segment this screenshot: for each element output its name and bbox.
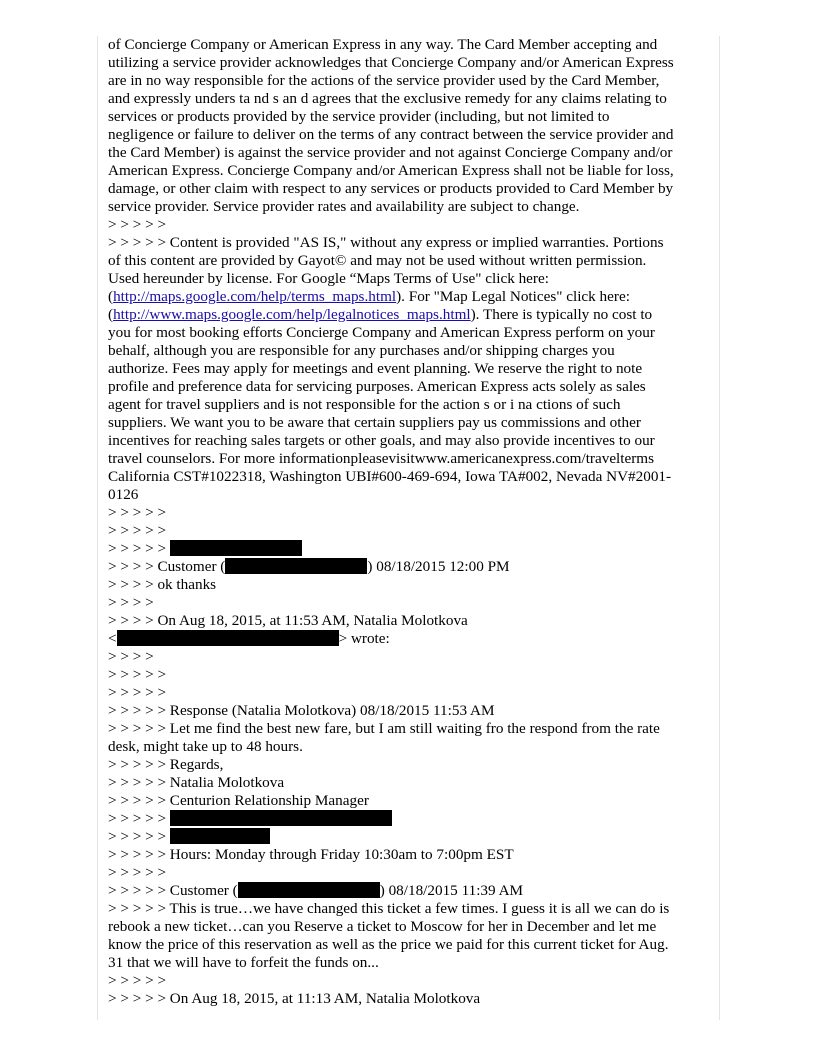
final-intro-line: > > > > > On Aug 18, 2015, at 11:13 AM, Natalia Molotkova (108, 990, 481, 1007)
content-line-with-link (108, 306, 708, 324)
quote-marker-line: > > > > > (108, 972, 167, 989)
quote-marker-line: > > > > > (108, 216, 167, 233)
disclaimer-line: damage, or other claim with respect to any services or products provided to Card Member by (108, 180, 674, 197)
quote-marker-line: > > > > > (108, 522, 167, 539)
customer-timestamp: ) 08/18/2015 11:39 AM (379, 882, 524, 899)
redacted-line (108, 810, 708, 828)
redacted-line (108, 828, 708, 846)
redaction-block (225, 558, 367, 574)
customer-prefix: > > > > Customer ( (108, 558, 226, 575)
quote-marker-line: > > > > (108, 594, 154, 611)
quote-marker: > > > > > (108, 810, 167, 827)
content-line: suppliers. We want you to be aware that certain suppliers pay us commissions and other (108, 414, 641, 431)
wrote-suffix: > wrote: (338, 630, 390, 647)
response-signature-title: > > > > > Centurion Relationship Manager (108, 792, 369, 809)
content-line: 0126 (108, 486, 139, 503)
content-line: agent for travel suppliers and is not responsible for the action s or i na ctions of such (108, 396, 621, 413)
disclaimer-line: are in no way responsible for the actions of the service provider used by the Card Member, (108, 72, 660, 89)
content-text: ). For "Map Legal Notices" click here: (396, 288, 630, 305)
natalia-email-line (108, 630, 708, 648)
quote-marker-line: > > > > > (108, 504, 167, 521)
google-maps-legal-notices-link[interactable]: http://www.maps.google.com/help/legalnotices_maps.html (113, 306, 471, 323)
content-line: travel counselors. For more informationpleasevisitwww.americanexpress.com/travelterms (108, 450, 655, 467)
left-margin-rule (97, 36, 98, 1020)
disclaimer-line: utilizing a service provider acknowledges that Concierge Company and/or American Express (108, 54, 674, 71)
paren-open: ( (108, 288, 114, 305)
response-regards: > > > > > Regards, (108, 756, 224, 773)
disclaimer-line: of Concierge Company or American Express in any way. The Card Member accepting and (108, 36, 658, 53)
redacted-line (108, 540, 708, 558)
response-hours: > > > > > Hours: Monday through Friday 10:30am to 7:00pm EST (108, 846, 514, 863)
disclaimer-line: services or products provided by the service provider (including, but not limited to (108, 108, 610, 125)
email-thread-body (108, 36, 708, 1008)
content-line: behalf, although you are responsible for any purchases and/or shipping charges you (108, 342, 615, 359)
redaction-block (238, 882, 380, 898)
redaction-block (117, 630, 339, 646)
content-line: profile and preference data for servicing purposes. American Express acts solely as sales (108, 378, 646, 395)
response-signature-name: > > > > > Natalia Molotkova (108, 774, 285, 791)
response-header: > > > > > Response (Natalia Molotkova) 08/18/2015 11:53 AM (108, 702, 495, 719)
content-line: incentives for reaching sales targets or other goals, and may also provide incentives to our (108, 432, 655, 449)
customer-message: 31 that we will have to forfeit the funds on... (108, 954, 379, 971)
quote-marker-line: > > > > > (108, 864, 167, 881)
disclaimer-line: negligence or failure to deliver on the terms of any contract between the service provider and (108, 126, 674, 143)
angle-open: < (108, 630, 117, 647)
redaction-block (170, 810, 392, 826)
content-line: you for most booking efforts Concierge Company and American Express perform on your (108, 324, 655, 341)
right-margin-rule (719, 36, 720, 1020)
google-maps-terms-link[interactable]: http://maps.google.com/help/terms_maps.html (113, 288, 397, 305)
response-body: desk, might take up to 48 hours. (108, 738, 303, 755)
customer-message: > > > > > This is true…we have changed this ticket a few times. I guess it is all we can do is (108, 900, 670, 917)
quote-marker-line: > > > > > (108, 666, 167, 683)
customer-message: know the price of this reservation as well as the price we paid for this current ticket for Aug. (108, 936, 669, 953)
quote-marker: > > > > > (108, 540, 167, 557)
disclaimer-line: the Card Member) is against the service provider and not against Concierge Company and/or (108, 144, 673, 161)
customer-prefix: > > > > > Customer ( (108, 882, 238, 899)
content-line: > > > > > Content is provided "AS IS," without any express or implied warranties. Portions (108, 234, 664, 251)
content-line: Used hereunder by license. For Google “Maps Terms of Use" click here: (108, 270, 549, 287)
redaction-block (170, 828, 270, 844)
content-line: authorize. Fees may apply for meetings and event planning. We reserve the right to note (108, 360, 643, 377)
content-text: ). There is typically no cost to (470, 306, 653, 323)
content-line: California CST#1022318, Washington UBI#600-469-694, Iowa TA#002, Nevada NV#2001- (108, 468, 672, 485)
customer-header (108, 558, 708, 576)
customer-timestamp: ) 08/18/2015 12:00 PM (367, 558, 510, 575)
redaction-block (170, 540, 302, 556)
content-line: of this content are provided by Gayot© and may not be used without written permission. (108, 252, 647, 269)
quote-marker-line: > > > > > (108, 684, 167, 701)
customer-header (108, 882, 708, 900)
disclaimer-line: service provider. Service provider rates and availability are subject to change. (108, 198, 580, 215)
paren-open: ( (108, 306, 114, 323)
quote-marker-line: > > > > (108, 648, 154, 665)
quote-marker: > > > > > (108, 828, 167, 845)
customer-message: rebook a new ticket…can you Reserve a ticket to Moscow for her in December and let me (108, 918, 657, 935)
customer-message: > > > > ok thanks (108, 576, 217, 593)
response-body: > > > > > Let me find the best new fare, but I am still waiting fro the respond from the rate (108, 720, 660, 737)
content-line-with-link (108, 288, 708, 306)
disclaimer-line: American Express. Concierge Company and/or American Express shall not be liable for loss, (108, 162, 674, 179)
disclaimer-line: and expressly unders ta nd s an d agrees that the exclusive remedy for any claims relating to (108, 90, 667, 107)
natalia-intro-line: > > > > On Aug 18, 2015, at 11:53 AM, Natalia Molotkova (108, 612, 468, 629)
